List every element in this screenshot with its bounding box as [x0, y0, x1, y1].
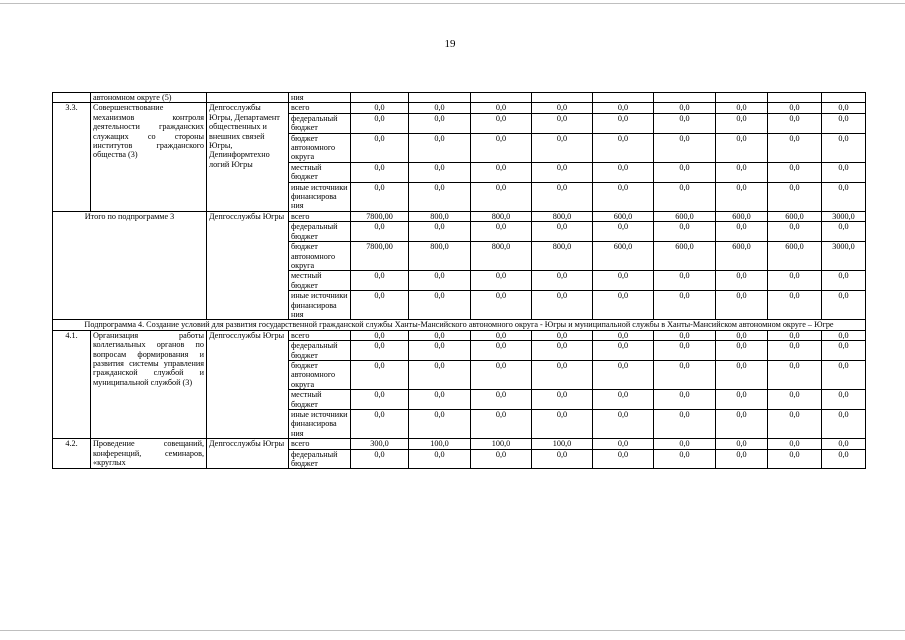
- cell-value: [654, 93, 716, 103]
- funding-value: 800,0: [471, 242, 532, 271]
- funding-value: 0,0: [532, 360, 593, 389]
- funding-value: 0,0: [409, 291, 471, 320]
- cell-value: [593, 93, 654, 103]
- funding-value: 0,0: [532, 449, 593, 469]
- funding-value: 0,0: [654, 162, 716, 182]
- subtotal-title: Итого по подпрограмме 3: [53, 211, 207, 319]
- funding-value: 0,0: [654, 182, 716, 211]
- funding-value: 0,0: [351, 103, 409, 113]
- table-row: [53, 439, 866, 449]
- funding-value: 0,0: [768, 271, 822, 291]
- funding-value: 0,0: [409, 133, 471, 162]
- funding-value: 600,0: [768, 211, 822, 221]
- activity-name: Проведение совещаний, конференций, семинаров, «круглых: [91, 439, 207, 469]
- funding-value: 0,0: [654, 133, 716, 162]
- funding-value: 0,0: [351, 360, 409, 389]
- table-body: [53, 93, 866, 469]
- funding-value: 0,0: [532, 182, 593, 211]
- funding-value: 0,0: [351, 271, 409, 291]
- funding-value: 0,0: [716, 390, 768, 410]
- funding-value: 0,0: [768, 410, 822, 439]
- funding-value: 0,0: [716, 162, 768, 182]
- funding-value: 0,0: [716, 360, 768, 389]
- funding-value: 0,0: [716, 341, 768, 361]
- funding-value: 0,0: [768, 222, 822, 242]
- cell-value: [471, 93, 532, 103]
- executor: Депгосслужбы Югры: [207, 211, 289, 319]
- funding-value: 0,0: [768, 341, 822, 361]
- funding-value: 0,0: [471, 360, 532, 389]
- funding-value: 0,0: [532, 271, 593, 291]
- funding-value: 7800,00: [351, 242, 409, 271]
- funding-value: 0,0: [654, 222, 716, 242]
- funding-value: 0,0: [471, 330, 532, 340]
- funding-value: 0,0: [768, 439, 822, 449]
- table-row: [53, 330, 866, 340]
- funding-value: 0,0: [351, 410, 409, 439]
- funding-value: 0,0: [532, 162, 593, 182]
- funding-value: 0,0: [822, 182, 866, 211]
- funding-value: 3000,0: [822, 242, 866, 271]
- funding-value: 0,0: [593, 103, 654, 113]
- funding-source: иные источники финансирова ния: [289, 410, 351, 439]
- funding-value: 100,0: [409, 439, 471, 449]
- funding-value: 0,0: [593, 439, 654, 449]
- funding-value: 0,0: [768, 113, 822, 133]
- funding-value: 0,0: [409, 341, 471, 361]
- funding-value: 800,0: [532, 242, 593, 271]
- funding-value: 0,0: [593, 222, 654, 242]
- funding-value: 0,0: [351, 390, 409, 410]
- cell-code: [53, 93, 91, 103]
- cell-activity-name: автономном округе (5): [91, 93, 207, 103]
- funding-value: 0,0: [716, 182, 768, 211]
- page-number: 19: [444, 38, 456, 50]
- funding-value: 0,0: [593, 449, 654, 469]
- funding-value: 0,0: [822, 439, 866, 449]
- funding-value: 0,0: [768, 291, 822, 320]
- funding-value: 0,0: [351, 162, 409, 182]
- funding-value: 0,0: [822, 291, 866, 320]
- funding-value: 0,0: [471, 341, 532, 361]
- table-row-continuation: [53, 93, 866, 103]
- funding-value: 0,0: [471, 182, 532, 211]
- funding-value: 0,0: [654, 291, 716, 320]
- funding-value: 0,0: [471, 410, 532, 439]
- funding-value: 0,0: [409, 113, 471, 133]
- funding-source: иные источники финансирова ния: [289, 182, 351, 211]
- funding-value: 0,0: [768, 162, 822, 182]
- funding-value: 0,0: [822, 390, 866, 410]
- funding-value: 0,0: [768, 182, 822, 211]
- funding-value: 0,0: [593, 341, 654, 361]
- funding-value: 0,0: [471, 390, 532, 410]
- funding-source: федеральный бюджет: [289, 341, 351, 361]
- funding-value: 0,0: [409, 410, 471, 439]
- funding-value: 800,0: [409, 211, 471, 221]
- funding-value: 0,0: [654, 390, 716, 410]
- funding-value: 0,0: [822, 330, 866, 340]
- funding-value: 0,0: [351, 449, 409, 469]
- funding-value: 0,0: [532, 390, 593, 410]
- funding-value: 0,0: [532, 113, 593, 133]
- funding-value: 0,0: [351, 113, 409, 133]
- funding-value: 0,0: [822, 113, 866, 133]
- cell-value: [768, 93, 822, 103]
- funding-value: 0,0: [593, 182, 654, 211]
- funding-value: 600,0: [654, 242, 716, 271]
- executor: Депгосслужбы Югры, Департамент общественных и внешних связей Югры, Депинформтехно логий Югры: [207, 103, 289, 211]
- funding-value: 0,0: [716, 222, 768, 242]
- funding-value: 0,0: [716, 330, 768, 340]
- funding-value: 0,0: [409, 222, 471, 242]
- funding-value: 0,0: [716, 291, 768, 320]
- activity-code: 4.1.: [53, 330, 91, 438]
- funding-source: местный бюджет: [289, 390, 351, 410]
- funding-value: 0,0: [593, 360, 654, 389]
- funding-source: всего: [289, 439, 351, 449]
- cell-value: [409, 93, 471, 103]
- cell-value: [351, 93, 409, 103]
- funding-value: 0,0: [532, 222, 593, 242]
- funding-source: федеральный бюджет: [289, 222, 351, 242]
- funding-value: 0,0: [351, 133, 409, 162]
- funding-source: местный бюджет: [289, 271, 351, 291]
- funding-value: 0,0: [716, 271, 768, 291]
- funding-value: 600,0: [654, 211, 716, 221]
- funding-value: 0,0: [532, 330, 593, 340]
- funding-value: 0,0: [822, 133, 866, 162]
- funding-value: 0,0: [532, 341, 593, 361]
- scan-edge-top: [0, 3, 905, 4]
- funding-source: всего: [289, 330, 351, 340]
- funding-value: 0,0: [593, 133, 654, 162]
- funding-value: 0,0: [409, 182, 471, 211]
- funding-value: 0,0: [654, 341, 716, 361]
- funding-value: 0,0: [471, 103, 532, 113]
- subprogram-heading-row: [53, 320, 866, 330]
- funding-value: 0,0: [471, 449, 532, 469]
- funding-value: 0,0: [409, 449, 471, 469]
- funding-source: бюджет автономного округа: [289, 242, 351, 271]
- funding-value: 0,0: [593, 390, 654, 410]
- table-row: [53, 103, 866, 113]
- funding-value: 0,0: [409, 360, 471, 389]
- subprogram-title: Подпрограмма 4. Создание условий для развития государственной гражданской службы Ханты-Мансийского автономного округа - Югры и муниципальной службы в Ханты-Мансийском автономном округе – Югре: [53, 320, 866, 330]
- funding-value: 0,0: [654, 360, 716, 389]
- funding-value: 0,0: [768, 133, 822, 162]
- funding-value: 0,0: [654, 330, 716, 340]
- funding-value: 7800,00: [351, 211, 409, 221]
- activity-code: 4.2.: [53, 439, 91, 469]
- funding-value: 0,0: [822, 410, 866, 439]
- funding-value: 0,0: [532, 133, 593, 162]
- funding-value: 0,0: [471, 222, 532, 242]
- funding-value: 0,0: [409, 390, 471, 410]
- funding-source: всего: [289, 103, 351, 113]
- funding-value: 0,0: [532, 103, 593, 113]
- funding-value: 800,0: [471, 211, 532, 221]
- funding-value: 0,0: [471, 133, 532, 162]
- funding-value: 0,0: [593, 410, 654, 439]
- table-row: [53, 211, 866, 221]
- funding-value: 0,0: [654, 449, 716, 469]
- funding-value: 0,0: [768, 360, 822, 389]
- funding-value: 0,0: [654, 113, 716, 133]
- funding-value: 0,0: [768, 449, 822, 469]
- funding-value: 0,0: [532, 291, 593, 320]
- funding-value: 0,0: [471, 291, 532, 320]
- funding-value: 0,0: [768, 103, 822, 113]
- funding-value: 0,0: [532, 410, 593, 439]
- funding-value: 0,0: [822, 449, 866, 469]
- funding-value: 800,0: [532, 211, 593, 221]
- cell-executor: [207, 93, 289, 103]
- funding-source: иные источники финансирова ния: [289, 291, 351, 320]
- funding-value: 0,0: [593, 291, 654, 320]
- funding-value: 0,0: [593, 330, 654, 340]
- funding-value: 0,0: [716, 103, 768, 113]
- cell-value: [532, 93, 593, 103]
- funding-value: 0,0: [471, 271, 532, 291]
- funding-value: 600,0: [768, 242, 822, 271]
- funding-value: 0,0: [409, 330, 471, 340]
- funding-value: 0,0: [351, 330, 409, 340]
- funding-value: 100,0: [471, 439, 532, 449]
- funding-value: 0,0: [716, 133, 768, 162]
- funding-value: 300,0: [351, 439, 409, 449]
- funding-value: 0,0: [409, 103, 471, 113]
- funding-value: 0,0: [768, 390, 822, 410]
- funding-value: 0,0: [768, 330, 822, 340]
- funding-value: 0,0: [654, 439, 716, 449]
- funding-value: 0,0: [409, 271, 471, 291]
- budget-table: [52, 92, 866, 469]
- activity-name: Совершенствование механизмов контроля деятельности гражданских служащих со стороны институтов гражданского общества (3): [91, 103, 207, 211]
- funding-source: бюджет автономного округа: [289, 133, 351, 162]
- funding-value: 3000,0: [822, 211, 866, 221]
- funding-value: 0,0: [822, 341, 866, 361]
- activity-code: 3.3.: [53, 103, 91, 211]
- funding-value: 0,0: [716, 439, 768, 449]
- funding-value: 600,0: [716, 211, 768, 221]
- funding-value: 0,0: [471, 162, 532, 182]
- funding-value: 0,0: [822, 222, 866, 242]
- funding-value: 600,0: [593, 211, 654, 221]
- funding-value: 600,0: [593, 242, 654, 271]
- funding-value: 0,0: [822, 162, 866, 182]
- funding-source: федеральный бюджет: [289, 449, 351, 469]
- funding-value: 0,0: [654, 103, 716, 113]
- funding-value: 800,0: [409, 242, 471, 271]
- funding-value: 0,0: [822, 360, 866, 389]
- funding-value: 0,0: [351, 182, 409, 211]
- cell-value: [822, 93, 866, 103]
- funding-value: 0,0: [654, 410, 716, 439]
- funding-value: 0,0: [593, 162, 654, 182]
- funding-value: 0,0: [716, 113, 768, 133]
- funding-value: 0,0: [351, 291, 409, 320]
- funding-source: федеральный бюджет: [289, 113, 351, 133]
- funding-source: местный бюджет: [289, 162, 351, 182]
- funding-value: 0,0: [471, 113, 532, 133]
- funding-source: всего: [289, 211, 351, 221]
- funding-value: 0,0: [593, 271, 654, 291]
- executor: Депгосслужбы Югры: [207, 330, 289, 438]
- funding-value: 0,0: [716, 410, 768, 439]
- funding-value: 0,0: [654, 271, 716, 291]
- activity-name: Организация работы коллегиальных органов по вопросам формирования и развития системы управления гражданской службой и муниципальной службой (3): [91, 330, 207, 438]
- funding-value: 0,0: [593, 113, 654, 133]
- scan-edge-bottom: [0, 630, 905, 631]
- executor: Депгосслужбы Югры: [207, 439, 289, 469]
- cell-funding-source: ния: [289, 93, 351, 103]
- funding-value: 0,0: [351, 222, 409, 242]
- funding-value: 0,0: [822, 271, 866, 291]
- funding-value: 0,0: [822, 103, 866, 113]
- cell-value: [716, 93, 768, 103]
- funding-value: 0,0: [351, 341, 409, 361]
- funding-value: 0,0: [409, 162, 471, 182]
- funding-value: 600,0: [716, 242, 768, 271]
- funding-source: бюджет автономного округа: [289, 360, 351, 389]
- funding-value: 100,0: [532, 439, 593, 449]
- funding-value: 0,0: [716, 449, 768, 469]
